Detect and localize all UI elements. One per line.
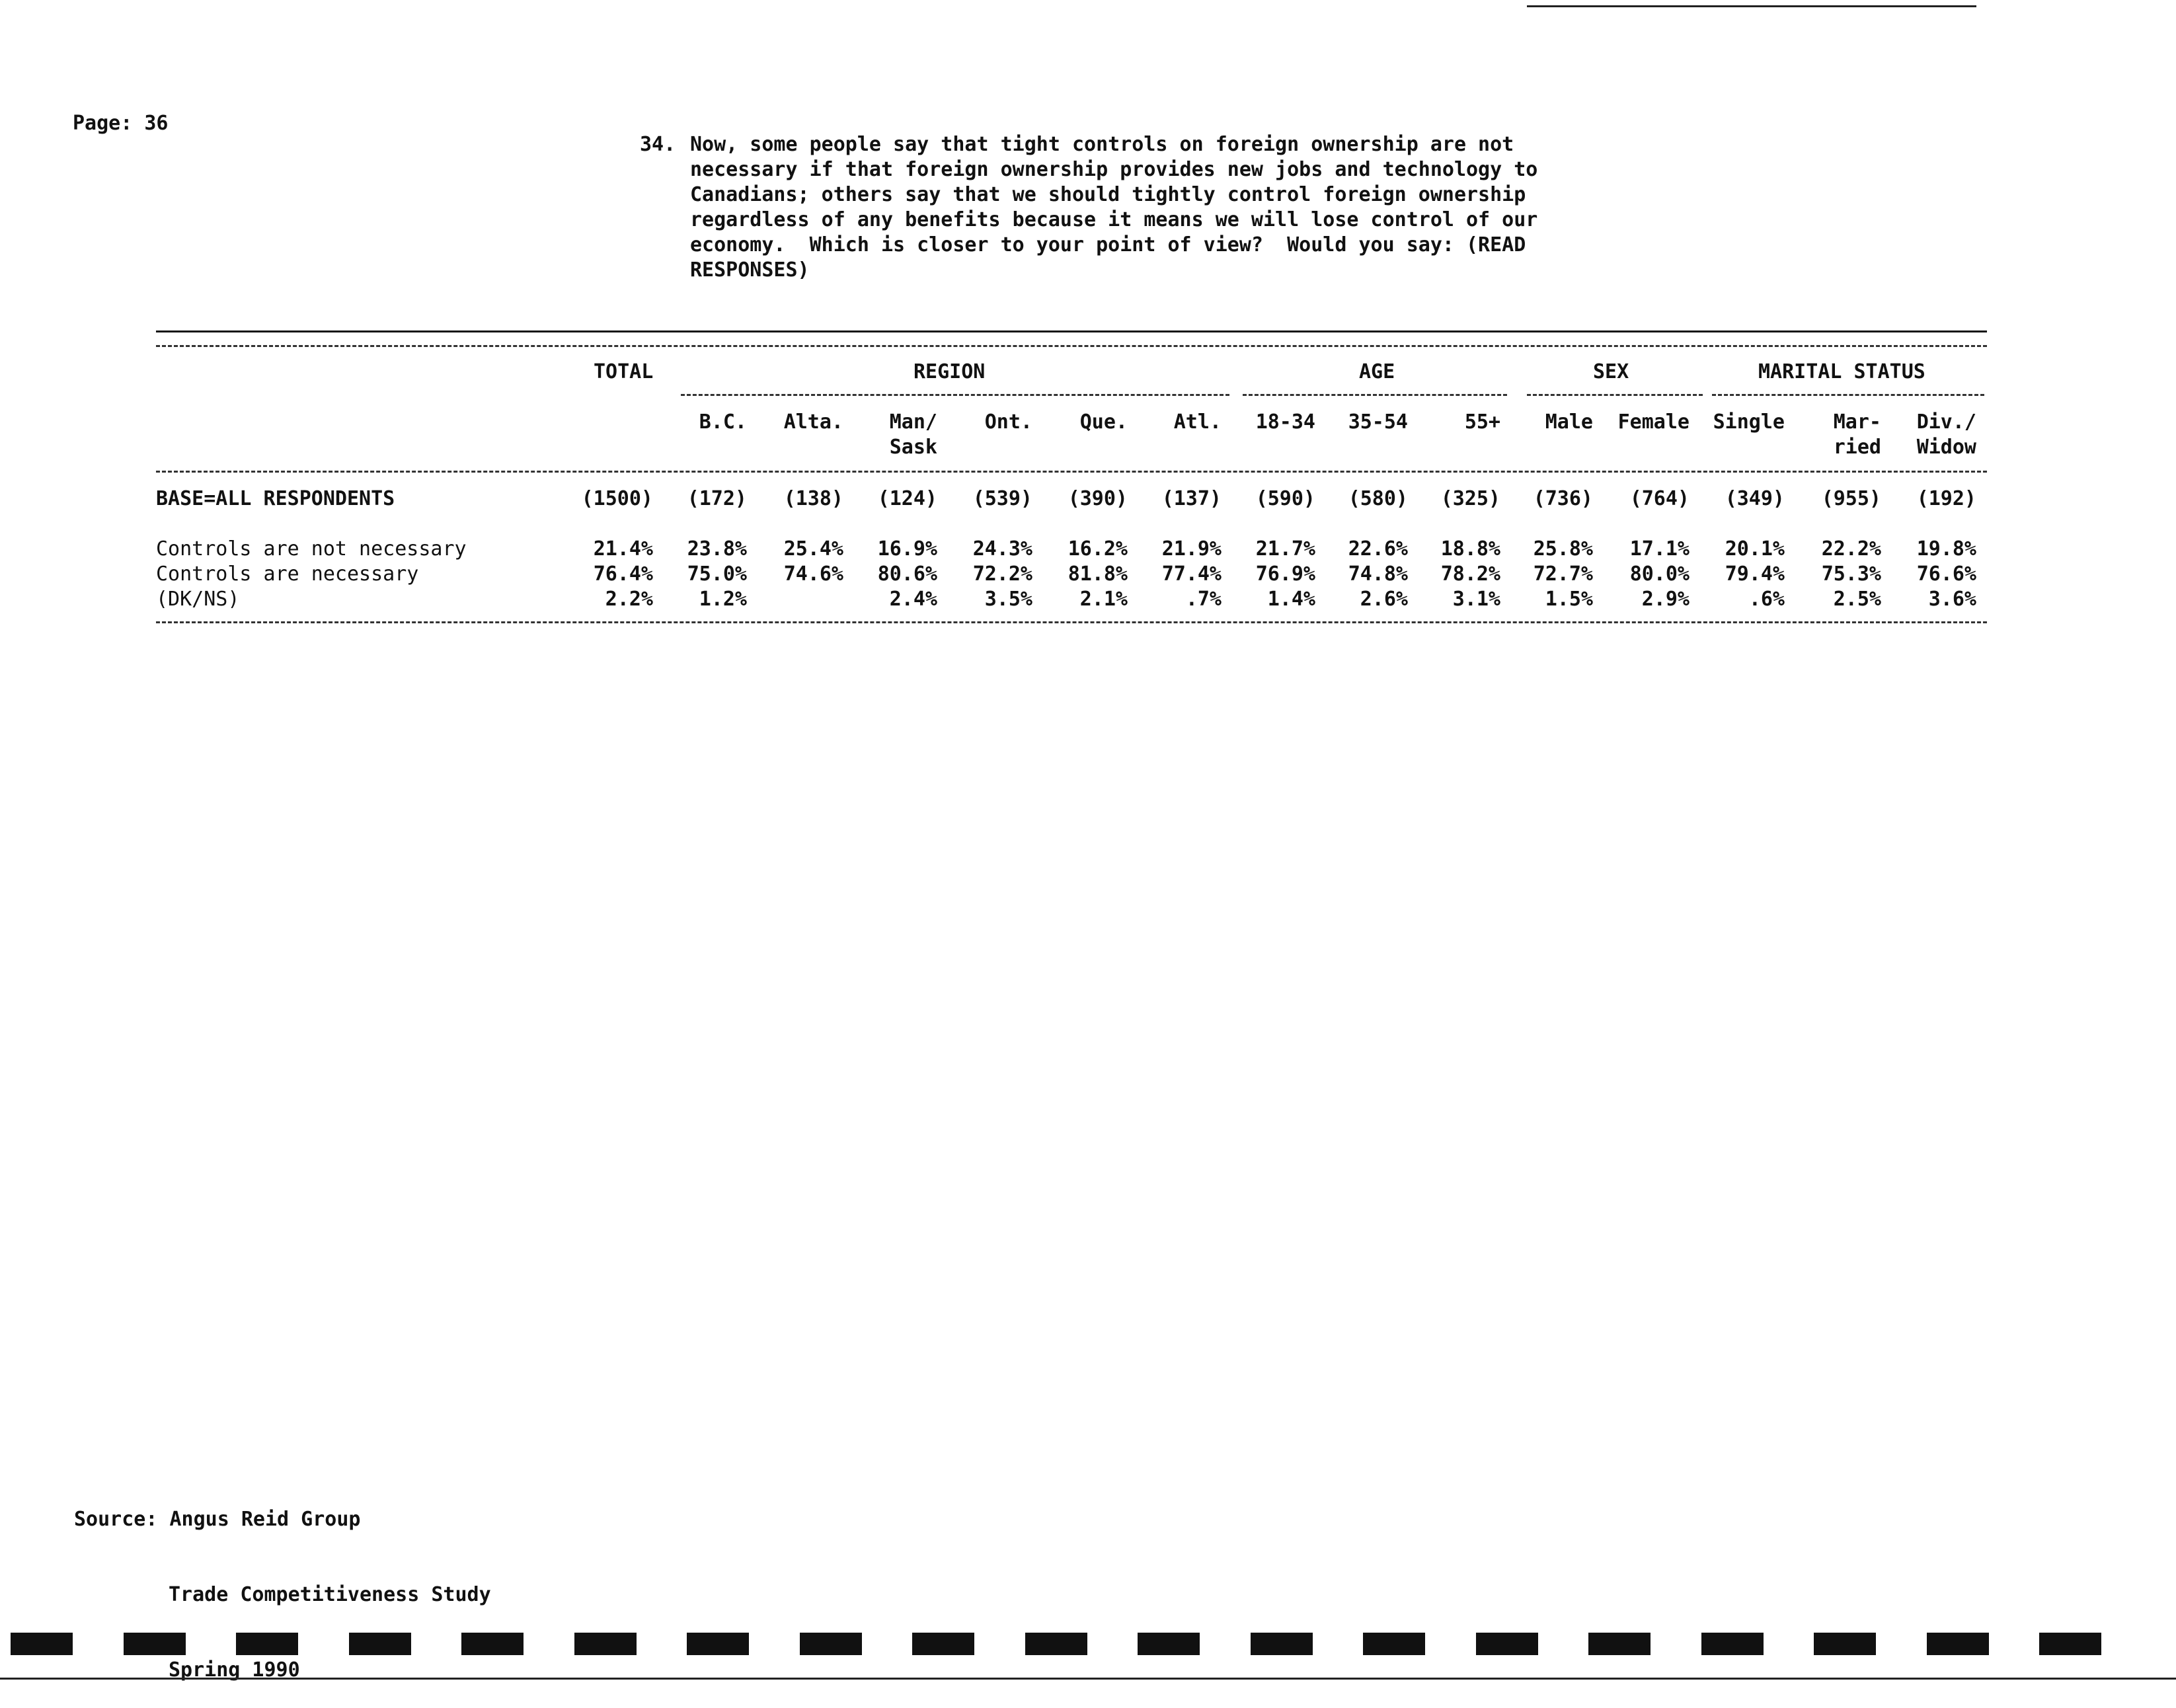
table-cell: 76.4% xyxy=(593,563,653,586)
header-bottom-rule xyxy=(156,471,1987,473)
question-line: economy. Which is closer to your point of view? Would you say: (READ xyxy=(690,233,1526,256)
table-cell: 1.2% xyxy=(699,588,747,611)
table-cell: 2.1% xyxy=(1079,588,1128,611)
table-cell: .6% xyxy=(1748,588,1785,611)
bottom-edge-rule xyxy=(0,1678,2176,1680)
table-cell: 81.8% xyxy=(1068,563,1128,586)
table-top-dashed-rule xyxy=(156,345,1987,347)
column-header: Mar- xyxy=(1833,410,1881,434)
punch-hole xyxy=(236,1633,298,1655)
base-cell: (580) xyxy=(1348,487,1408,510)
table-cell: 2.5% xyxy=(1833,588,1881,611)
question-text xyxy=(690,132,1602,283)
column-header: 55+ xyxy=(1464,410,1500,434)
table-cell: 3.1% xyxy=(1452,588,1500,611)
column-header: Sask xyxy=(889,436,937,459)
table-cell: 25.4% xyxy=(783,537,843,561)
sex-underline xyxy=(1527,394,1703,396)
punch-hole xyxy=(687,1633,749,1655)
page-number: Page: 36 xyxy=(73,112,169,135)
source-line: Angus Reid Group xyxy=(169,1508,361,1531)
source-block xyxy=(74,1457,491,1708)
column-header: Female xyxy=(1617,410,1690,434)
punch-hole xyxy=(1138,1633,1200,1655)
punch-hole xyxy=(800,1633,862,1655)
column-header: Div./ xyxy=(1916,410,1976,434)
base-cell: (539) xyxy=(972,487,1032,510)
source-line: Trade Competitiveness Study xyxy=(169,1583,491,1606)
table-cell: 80.0% xyxy=(1629,563,1690,586)
table-cell: 79.4% xyxy=(1725,563,1785,586)
table-cell: 3.5% xyxy=(984,588,1032,611)
question-line: necessary if that foreign ownership provides new jobs and technology to xyxy=(690,158,1538,181)
question-number: 34. xyxy=(640,133,676,156)
table-cell: 2.9% xyxy=(1641,588,1690,611)
group-header-total: TOTAL xyxy=(594,360,654,383)
marital-underline xyxy=(1712,394,1984,396)
group-header-age: AGE xyxy=(1359,360,1395,383)
base-cell: (137) xyxy=(1161,487,1222,510)
base-cell: (349) xyxy=(1725,487,1785,510)
base-cell: (172) xyxy=(687,487,747,510)
table-cell: 20.1% xyxy=(1725,537,1785,561)
table-cell: 2.4% xyxy=(889,588,937,611)
punch-hole xyxy=(1588,1633,1651,1655)
column-header: Widow xyxy=(1916,436,1976,459)
table-cell: 25.8% xyxy=(1533,537,1593,561)
table-cell: 18.8% xyxy=(1440,537,1500,561)
table-cell: .7% xyxy=(1185,588,1222,611)
column-header: Male xyxy=(1545,410,1593,434)
question-line: RESPONSES) xyxy=(690,258,810,282)
punch-hole xyxy=(1476,1633,1538,1655)
question-line: Canadians; others say that we should tightly control foreign ownership xyxy=(690,183,1526,206)
table-cell: 78.2% xyxy=(1440,563,1500,586)
table-cell: 75.0% xyxy=(687,563,747,586)
column-header: Alta. xyxy=(783,410,843,434)
base-cell: (124) xyxy=(877,487,937,510)
column-header: Ont. xyxy=(984,410,1032,434)
table-cell: 75.3% xyxy=(1821,563,1881,586)
group-header-region: REGION xyxy=(913,360,986,383)
base-cell: (764) xyxy=(1629,487,1690,510)
table-cell: 17.1% xyxy=(1629,537,1690,561)
table-cell: 76.9% xyxy=(1255,563,1315,586)
row-label-controls-not-necessary: Controls are not necessary xyxy=(156,537,467,561)
table-cell: 2.2% xyxy=(605,588,653,611)
top-edge-rule xyxy=(1527,5,1976,7)
table-cell: 72.2% xyxy=(972,563,1032,586)
column-header: 18-34 xyxy=(1255,410,1315,434)
question-line: Now, some people say that tight controls on foreign ownership are not xyxy=(690,133,1514,156)
table-cell: 1.4% xyxy=(1267,588,1315,611)
table-cell: 16.2% xyxy=(1068,537,1128,561)
table-cell: 22.6% xyxy=(1348,537,1408,561)
table-top-rule xyxy=(156,330,1987,332)
base-cell: (192) xyxy=(1916,487,1976,510)
table-cell: 80.6% xyxy=(877,563,937,586)
group-header-sex: SEX xyxy=(1593,360,1629,383)
base-cell: (955) xyxy=(1821,487,1881,510)
punch-hole xyxy=(124,1633,186,1655)
table-bottom-rule xyxy=(156,621,1987,623)
punch-hole xyxy=(461,1633,524,1655)
table-cell: 3.6% xyxy=(1928,588,1976,611)
punch-hole xyxy=(912,1633,974,1655)
table-cell: 19.8% xyxy=(1916,537,1976,561)
punch-hole xyxy=(1363,1633,1425,1655)
base-cell: (325) xyxy=(1440,487,1500,510)
column-header: ried xyxy=(1833,436,1881,459)
base-cell: (138) xyxy=(783,487,843,510)
row-label-dk-ns: (DK/NS) xyxy=(156,588,240,611)
table-cell: 21.7% xyxy=(1255,537,1315,561)
table-cell: 77.4% xyxy=(1161,563,1222,586)
punch-hole xyxy=(349,1633,411,1655)
punch-hole xyxy=(574,1633,637,1655)
base-cell: (1500) xyxy=(581,487,653,510)
punch-hole xyxy=(1701,1633,1764,1655)
base-cell: (736) xyxy=(1533,487,1593,510)
punch-hole xyxy=(2039,1633,2101,1655)
base-cell: (590) xyxy=(1255,487,1315,510)
base-cell: (390) xyxy=(1068,487,1128,510)
punch-hole xyxy=(1814,1633,1876,1655)
table-cell: 2.6% xyxy=(1360,588,1408,611)
column-header: Atl. xyxy=(1173,410,1222,434)
region-underline xyxy=(681,394,1229,396)
age-underline xyxy=(1243,394,1507,396)
question-line: regardless of any benefits because it means we will lose control of our xyxy=(690,208,1538,231)
table-cell: 23.8% xyxy=(687,537,747,561)
punch-hole xyxy=(1025,1633,1087,1655)
source-label: Source: xyxy=(74,1508,158,1531)
source-line: Spring 1990 xyxy=(169,1658,300,1682)
table-cell: 76.6% xyxy=(1916,563,1976,586)
column-header: Que. xyxy=(1079,410,1128,434)
table-cell: 24.3% xyxy=(972,537,1032,561)
column-header: Single xyxy=(1713,410,1785,434)
table-cell: 22.2% xyxy=(1821,537,1881,561)
column-header: 35-54 xyxy=(1348,410,1408,434)
punch-hole xyxy=(1251,1633,1313,1655)
column-header: Man/ xyxy=(889,410,937,434)
base-row-label: BASE=ALL RESPONDENTS xyxy=(156,487,395,510)
row-label-controls-necessary: Controls are necessary xyxy=(156,563,419,586)
punch-hole xyxy=(11,1633,73,1655)
table-cell: 21.9% xyxy=(1161,537,1222,561)
table-cell: 74.6% xyxy=(783,563,843,586)
punch-hole xyxy=(1927,1633,1989,1655)
table-cell: 16.9% xyxy=(877,537,937,561)
table-cell: 74.8% xyxy=(1348,563,1408,586)
column-header: B.C. xyxy=(699,410,747,434)
table-cell: 72.7% xyxy=(1533,563,1593,586)
table-cell: 21.4% xyxy=(593,537,653,561)
table-cell: 1.5% xyxy=(1545,588,1593,611)
group-header-marital-status: MARITAL STATUS xyxy=(1758,360,1925,383)
